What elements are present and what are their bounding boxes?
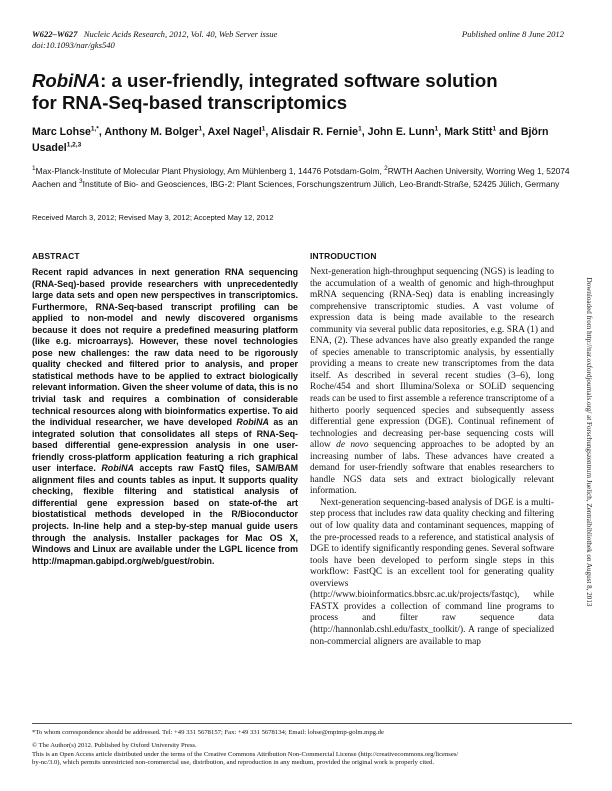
author-affiliation-mark: 1,2,3: [66, 141, 82, 149]
author-separator: ,: [361, 126, 368, 138]
author-affiliation-mark: 1: [261, 125, 266, 133]
header-left: [32, 29, 277, 50]
header-doi: doi:10.1093/nar/gks540: [32, 39, 115, 50]
introduction-heading: INTRODUCTION: [310, 251, 377, 261]
license-note-line-2: by-nc/3.0), which permits unrestricted non-commercial use, distribution, and reproduction in any medium, provided the original work is properly cited.: [32, 759, 435, 767]
intro-paragraph-1: [310, 267, 554, 498]
author-name: Anthony M. Bolger: [104, 126, 199, 138]
footnote-divider: [32, 723, 572, 724]
author-affiliation-mark: 1: [358, 125, 362, 133]
author-separator: ,: [98, 126, 105, 138]
header-published: Published online 8 June 2012: [461, 29, 564, 39]
author-affiliation-mark: 1: [198, 125, 203, 133]
abstract-part-2: as an integrated solution that consolidates all steps of RNA-Seq-based differential gene-expression analysis in one user-friendly cross-platform application featuring a rich graphical user interface.: [32, 417, 298, 474]
intro-paragraph-2: Next-generation sequencing-based analysis of DGE is a multi-step process that includes raw data quality checking and filtering out of low quality data and contaminant sequences, mapping of the pre-processed reads to a reference, and statistical analysis of DGE to identify significantly responding genes. Several software tools have been developed to perform single steps in this workflow: FastQC is an excellent tool for generating quality overviews (http://www.bioinformatics.bbsrc.ac.uk/projects/fastqc), while FASTX provides a collection of command line programs to process and filter raw sequence data (http://hannonlab.cshl.edu/fastx_toolkit/). A range of specialized non-commercial aligners are available to map: [310, 497, 554, 647]
title-line2: for RNA-Seq-based transcriptomics: [32, 92, 348, 113]
author-separator: ,: [438, 126, 445, 138]
article-title: [32, 70, 577, 114]
affiliation-1: Max-Planck-Institute of Molecular Plant Physiology, Am Mühlenberg 1, 14476 Potsdam-Golm,: [35, 166, 385, 176]
author-name: John E. Lunn: [367, 126, 435, 138]
author-separator: ,: [202, 126, 208, 138]
introduction-section: [310, 251, 554, 648]
footnotes: [32, 729, 568, 768]
intro-p1-italic: de novo: [336, 440, 369, 451]
author-and: and: [496, 126, 521, 138]
intro-p1-text: Next-generation high-throughput sequencing (NGS) is leading to the accumulation of a wealth of genomic and high-throughput mRNA sequencing (RNA-Seq) data is enabling increasingly comprehensive transcriptomic studies. A vast volume of expression data is being made available to the research community via several public data repositories, e.g. SRA (1) and ENA, (2). These advances have also greatly expanded the range of species amenable to transcriptomic analysis, by essentially providing a means to create new transcriptomes from the data itself. As described in several recent studies (3–6), long Roche/454 and short Illumina/Solexa or SOLiD sequencing reads can be used to first assemble a reference transcriptome of a hitherto poorly sequenced species and subsequently assess differential gene expression (DGE). Continual refinement of technologies and decreasing per-base sequencing costs will allow: [310, 267, 554, 451]
title-software-name: RobiNA: [32, 70, 101, 91]
affiliation-mark-3: 3: [79, 177, 83, 185]
abstract-part-1: Recent rapid advances in next generation RNA sequencing (RNA-Seq)-based provide researchers with unprecedentedly large data sets and open new perspectives in transcriptomics. Furthermore, RNA-Seq-based transcript profiling can be applied to non-model and newly discovered organisms because it does not require a predefined measuring platform (like e.g. microarrays). However, these novel technologies pose new challenges: the raw data need to be rigorously quality checked and filtered prior to analysis, and proper statistical methods have to be applied to extract biologically relevant information. Given the sheer volume of data, this is no trivial task and requires a combination of considerable technical resources along with bioinformatics expertise. To aid the individual researcher, we have developed: [32, 267, 298, 428]
affiliation-3: Institute of Bio- and Geosciences, IBG-2: Plant Sciences, Forschungszentrum Jülich, Leo-Brandt-Straße, 52425 Jülich, Germany: [82, 178, 560, 189]
correspondence-note: *To whom correspondence should be addressed. Tel: +49 331 5678157; Fax: +49 331 5678134; Email: lohse@mpimp-golm.mpg.de: [32, 729, 384, 736]
affiliation-mark-1: 1: [32, 165, 36, 173]
author-name: Marc Lohse: [32, 126, 91, 138]
author-name: Axel Nagel: [207, 126, 262, 138]
intro-p1-end: sequencing approaches to be adopted by an increasing number of labs. These advances have created a demand for user-friendly software that enables researchers to handle NGS data sets and extract biologically relevant information.: [310, 440, 554, 497]
header-journal: Nucleic Acids Research, 2012, Vol. 40, Web Server issue: [83, 29, 278, 39]
download-watermark: [582, 240, 596, 650]
affiliation-2: RWTH Aachen University, Worring Weg 1, 52074 Aachen and: [32, 166, 570, 189]
affiliation-mark-2: 2: [384, 165, 388, 173]
author-affiliation-mark: 1: [434, 125, 439, 133]
author-name: Mark Stitt: [444, 126, 493, 138]
abstract-heading: ABSTRACT: [32, 251, 80, 261]
copyright-note: © The Author(s) 2012. Published by Oxford University Press.: [32, 741, 197, 749]
author-affiliation-mark: 1,*: [90, 125, 99, 133]
abstract-software-name: RobiNA: [236, 417, 269, 428]
abstract-software-name: RobiNA: [101, 463, 134, 474]
author-name: Alisdair R. Fernie: [270, 126, 359, 138]
abstract-text: [32, 267, 298, 567]
author-name: Björn Usadel: [32, 126, 549, 154]
received-dates: Received March 3, 2012; Revised May 3, 2012; Accepted May 12, 2012: [32, 213, 274, 222]
license-note-line-1: This is an Open Access article distributed under the terms of the Creative Commons Attribution Non-Commercial License (http://creativecommons.org/licenses/: [32, 750, 459, 758]
author-separator: ,: [265, 126, 271, 138]
download-watermark-text: Downloaded from http://nar.oxfordjournals.org/ at Forschungszentrum Juelich, Zentralbibliothek on August 8, 2013: [585, 277, 593, 607]
abstract-section: [32, 251, 298, 567]
header-pages: W622–W627: [32, 29, 78, 39]
affiliations: [32, 165, 580, 190]
author-list: [32, 124, 577, 156]
title-line1: : a user-friendly, integrated software solution: [100, 70, 498, 91]
abstract-part-3: accepts raw FastQ files, SAM/BAM alignment files and counts tables as input. It supports quality checking, flexible filtering and statistical analysis of differential gene expression based on state-of-the art biostatistical methods developed in the R/Bioconductor projects. In-line help and a step-by-step manual guide users through the analysis. Installer packages for Mac OS X, Windows and Linux are available under the LGPL licence from http://mapman.gabipd.org/web/guest/robin.: [32, 463, 299, 566]
author-affiliation-mark: 1: [492, 125, 497, 133]
